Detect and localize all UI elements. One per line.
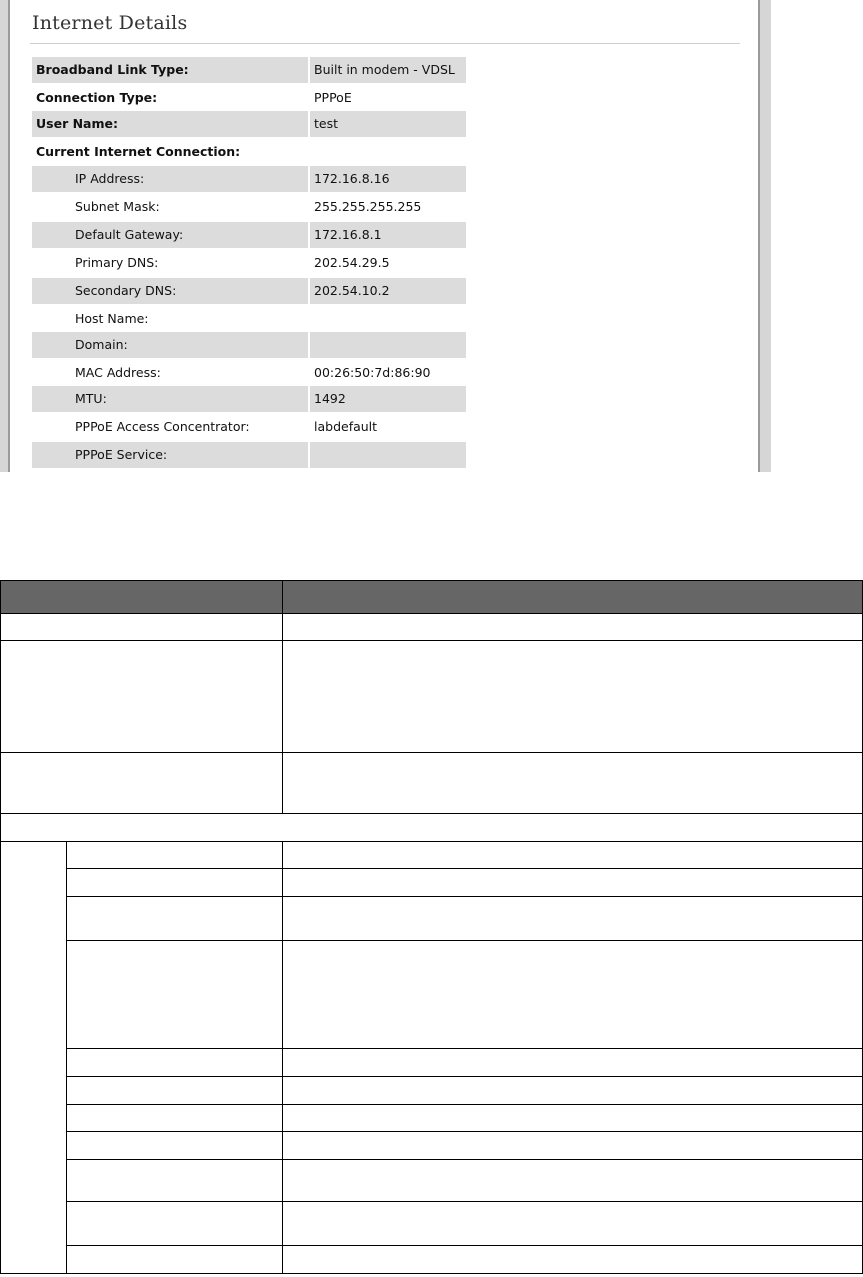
detail-value: 202.54.29.5 <box>314 255 390 270</box>
table-row-divider <box>1 813 862 814</box>
section-label: Current Internet Connection: <box>36 144 241 159</box>
detail-value: 202.54.10.2 <box>314 283 390 298</box>
table-row-divider <box>66 1201 862 1202</box>
detail-row-pppoe-access-concentrator <box>32 414 466 440</box>
panel-left-border <box>0 0 10 472</box>
detail-value: PPPoE <box>314 90 352 105</box>
detail-row-default-gateway <box>32 222 466 248</box>
detail-row-mac-address <box>32 360 466 386</box>
detail-row-pppoe-service <box>32 442 466 468</box>
detail-label: Secondary DNS: <box>75 283 177 298</box>
description-table <box>0 580 863 1274</box>
detail-value <box>310 337 314 352</box>
detail-row-domain <box>32 332 466 358</box>
table-row-divider <box>66 896 862 897</box>
internet-details-panel <box>0 0 771 472</box>
table-row-divider <box>1 613 862 614</box>
detail-label: Domain: <box>75 337 128 352</box>
detail-row-subnet-mask <box>32 194 466 220</box>
detail-label: Primary DNS: <box>75 255 159 270</box>
table-indent-divider <box>66 841 67 1273</box>
detail-row-connection-type <box>32 85 466 111</box>
detail-label: MAC Address: <box>75 365 161 380</box>
table-row-divider <box>66 1159 862 1160</box>
detail-label: IP Address: <box>75 171 145 186</box>
table-row-divider <box>66 1076 862 1077</box>
detail-row-secondary-dns <box>32 278 466 304</box>
detail-value: 00:26:50:7d:86:90 <box>314 365 431 380</box>
detail-label: User Name: <box>36 116 118 131</box>
detail-label: PPPoE Service: <box>75 447 168 462</box>
detail-value: test <box>314 116 339 131</box>
table-row-divider <box>66 940 862 941</box>
detail-row-broadband-link-type <box>32 57 466 83</box>
detail-row-host-name <box>32 306 466 332</box>
panel-right-border <box>758 0 771 472</box>
table-row-divider <box>66 1131 862 1132</box>
detail-value: Built in modem - VDSL <box>314 62 455 77</box>
detail-value <box>310 311 314 326</box>
detail-label: Default Gateway: <box>75 227 184 242</box>
detail-row-current-internet-connection <box>32 139 466 165</box>
detail-label: MTU: <box>75 391 107 406</box>
title-divider <box>30 43 740 44</box>
detail-value <box>310 447 314 462</box>
table-row-divider <box>1 841 862 842</box>
detail-label: Subnet Mask: <box>75 199 160 214</box>
table-column-divider <box>282 613 283 813</box>
detail-label: Broadband Link Type: <box>36 62 189 77</box>
detail-value: 172.16.8.1 <box>314 227 382 242</box>
table-row-divider <box>1 752 862 753</box>
detail-row-mtu <box>32 386 466 412</box>
page-title: Internet Details <box>32 12 188 34</box>
detail-row-primary-dns <box>32 250 466 276</box>
detail-value: 172.16.8.16 <box>314 171 390 186</box>
header-divider <box>282 581 283 613</box>
detail-value: 1492 <box>314 391 346 406</box>
detail-value: labdefault <box>314 419 378 434</box>
table-row-divider <box>66 1048 862 1049</box>
table-row-divider <box>66 1104 862 1105</box>
detail-label: Host Name: <box>75 311 149 326</box>
detail-value: 255.255.255.255 <box>314 199 422 214</box>
detail-row-ip-address <box>32 166 466 192</box>
table-row-divider <box>66 1245 862 1246</box>
detail-row-user-name <box>32 111 466 137</box>
table-row-divider <box>1 640 862 641</box>
detail-label: PPPoE Access Concentrator: <box>75 419 250 434</box>
table-row-divider <box>66 868 862 869</box>
detail-label: Connection Type: <box>36 90 158 105</box>
table-header <box>1 581 862 613</box>
table-column-divider <box>282 841 283 1273</box>
